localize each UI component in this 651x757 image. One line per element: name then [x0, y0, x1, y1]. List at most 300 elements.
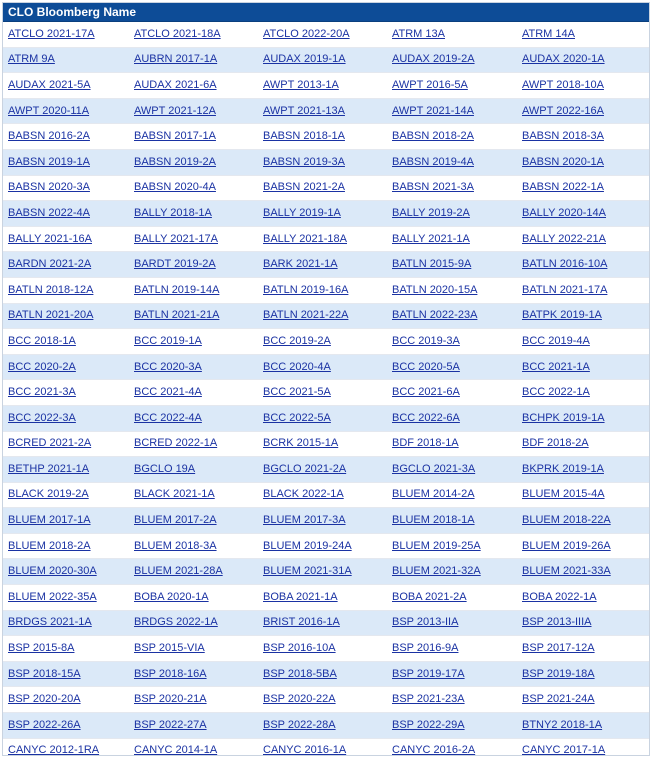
- table-cell: [129, 80, 258, 91]
- table-cell: [387, 745, 517, 756]
- table-cell: [387, 413, 517, 424]
- clo-name-link[interactable]: ATRM 13A: [392, 28, 445, 40]
- clo-name-link[interactable]: AWPT 2020-11A: [8, 105, 90, 117]
- table-row: [3, 252, 649, 278]
- table-cell: [258, 259, 387, 270]
- clo-name-link[interactable]: BLUEM 2021-28A: [134, 566, 223, 578]
- clo-name-link[interactable]: ATCLO 2021-18A: [134, 28, 221, 40]
- clo-name-link[interactable]: BLUEM 2015-4A: [522, 489, 605, 501]
- table-row: [3, 713, 649, 739]
- clo-name-link[interactable]: AWPT 2022-16A: [522, 105, 604, 117]
- clo-name-link[interactable]: BALLY 2018-1A: [134, 207, 212, 219]
- clo-name-link[interactable]: AUDAX 2020-1A: [522, 54, 605, 66]
- table-cell: [3, 259, 129, 270]
- clo-name-link[interactable]: AUDAX 2019-2A: [392, 54, 475, 66]
- clo-name-link[interactable]: ATRM 14A: [522, 28, 575, 40]
- clo-name-link[interactable]: BALLY 2019-1A: [263, 207, 341, 219]
- table-cell: [387, 131, 517, 142]
- table-cell: [387, 464, 517, 475]
- clo-name-link[interactable]: BALLY 2021-16A: [8, 233, 92, 245]
- clo-name-link[interactable]: BDF 2018-2A: [522, 438, 589, 450]
- table-cell: [258, 413, 387, 424]
- table-cell: [517, 566, 649, 577]
- clo-name-link[interactable]: AWPT 2013-1A: [263, 79, 339, 91]
- clo-name-link[interactable]: BLUEM 2020-30A: [8, 566, 97, 578]
- clo-name-link[interactable]: BCC 2020-5A: [392, 361, 460, 373]
- clo-name-link[interactable]: BCRED 2022-1A: [134, 438, 218, 450]
- table-row: [3, 457, 649, 483]
- table-cell: [3, 643, 129, 654]
- clo-name-link[interactable]: BSP 2013-IIIA: [522, 617, 592, 629]
- clo-name-link[interactable]: BSP 2022-28A: [263, 719, 336, 731]
- table-cell: [387, 80, 517, 91]
- table-cell: [517, 464, 649, 475]
- clo-name-link[interactable]: BATLN 2021-17A: [522, 284, 608, 296]
- table-cell: [517, 669, 649, 680]
- table-cell: [3, 669, 129, 680]
- table-cell: [517, 745, 649, 756]
- clo-name-link[interactable]: BLUEM 2017-2A: [134, 515, 217, 527]
- table-cell: [258, 720, 387, 731]
- table-cell: [387, 259, 517, 270]
- table-cell: [3, 106, 129, 117]
- clo-name-link[interactable]: BABSN 2017-1A: [134, 131, 216, 143]
- table-cell: [517, 720, 649, 731]
- table-cell: [387, 720, 517, 731]
- table-cell: [387, 29, 517, 40]
- clo-name-link[interactable]: AWPT 2018-10A: [522, 79, 604, 91]
- table-row: [3, 150, 649, 176]
- clo-name-link[interactable]: BABSN 2022-1A: [522, 182, 604, 194]
- clo-name-link[interactable]: BETHP 2021-1A: [8, 463, 90, 475]
- table-cell: [3, 234, 129, 245]
- table-cell: [387, 157, 517, 168]
- table-cell: [3, 387, 129, 398]
- table-cell: [258, 362, 387, 373]
- clo-name-link[interactable]: AWPT 2021-13A: [263, 105, 345, 117]
- clo-name-link[interactable]: BABSN 2019-4A: [392, 156, 474, 168]
- table-cell: [517, 29, 649, 40]
- clo-name-link[interactable]: BSP 2013-IIA: [392, 617, 459, 629]
- clo-name-link[interactable]: BSP 2019-17A: [392, 668, 465, 680]
- table-cell: [3, 566, 129, 577]
- table-cell: [258, 566, 387, 577]
- table-cell: [517, 489, 649, 500]
- table-row: [3, 124, 649, 150]
- table-cell: [517, 413, 649, 424]
- table-cell: [258, 592, 387, 603]
- clo-name-link[interactable]: BATLN 2019-14A: [134, 284, 220, 296]
- clo-name-link[interactable]: BSP 2022-27A: [134, 719, 207, 731]
- clo-name-link[interactable]: BCC 2020-3A: [134, 361, 202, 373]
- table-row: [3, 432, 649, 458]
- clo-name-link[interactable]: BLUEM 2018-3A: [134, 540, 217, 552]
- clo-name-link[interactable]: BABSN 2021-2A: [263, 182, 345, 194]
- clo-name-link[interactable]: BARDN 2021-2A: [8, 259, 92, 271]
- table-row: [3, 559, 649, 585]
- table-cell: [3, 694, 129, 705]
- clo-name-link[interactable]: BLUEM 2019-26A: [522, 540, 611, 552]
- clo-name-link[interactable]: BSP 2021-23A: [392, 694, 465, 706]
- clo-name-link[interactable]: BLACK 2019-2A: [8, 489, 89, 501]
- clo-name-link[interactable]: BSP 2018-16A: [134, 668, 207, 680]
- table-cell: [517, 438, 649, 449]
- table-cell: [517, 157, 649, 168]
- table-cell: [129, 362, 258, 373]
- table-cell: [129, 489, 258, 500]
- clo-name-link[interactable]: BCC 2018-1A: [8, 335, 76, 347]
- clo-name-link[interactable]: BCC 2021-6A: [392, 387, 460, 399]
- clo-name-link[interactable]: BSP 2016-9A: [392, 643, 459, 655]
- clo-name-link[interactable]: CANYC 2017-1A: [522, 745, 606, 756]
- clo-name-link[interactable]: BSP 2018-5BA: [263, 668, 337, 680]
- clo-name-link[interactable]: BATLN 2021-21A: [134, 310, 220, 322]
- clo-name-link[interactable]: BLUEM 2021-32A: [392, 566, 481, 578]
- clo-name-link[interactable]: BLUEM 2018-1A: [392, 515, 475, 527]
- clo-table: [2, 2, 650, 756]
- clo-name-link[interactable]: BABSN 2021-3A: [392, 182, 474, 194]
- clo-name-link[interactable]: BLUEM 2017-1A: [8, 515, 91, 527]
- table-cell: [3, 182, 129, 193]
- table-cell: [517, 182, 649, 193]
- table-cell: [387, 234, 517, 245]
- clo-name-link[interactable]: BCC 2021-4A: [134, 387, 202, 399]
- clo-name-link[interactable]: BSP 2015-8A: [8, 643, 75, 655]
- table-row: [3, 534, 649, 560]
- table-cell: [129, 285, 258, 296]
- clo-name-link[interactable]: BDF 2018-1A: [392, 438, 459, 450]
- clo-name-link[interactable]: BOBA 2020-1A: [134, 591, 209, 603]
- clo-name-link[interactable]: BCC 2019-1A: [134, 335, 202, 347]
- table-cell: [129, 131, 258, 142]
- table-cell: [387, 643, 517, 654]
- table-cell: [3, 592, 129, 603]
- clo-name-link[interactable]: BGCLO 2021-3A: [392, 463, 476, 475]
- clo-name-link[interactable]: AUDAX 2021-6A: [134, 79, 217, 91]
- clo-name-link[interactable]: BOBA 2022-1A: [522, 591, 597, 603]
- clo-name-link[interactable]: BABSN 2022-4A: [8, 207, 90, 219]
- table-row: [3, 329, 649, 355]
- table-cell: [387, 387, 517, 398]
- table-row: [3, 201, 649, 227]
- table-cell: [258, 131, 387, 142]
- table-cell: [258, 285, 387, 296]
- table-cell: [258, 336, 387, 347]
- table-row: [3, 585, 649, 611]
- table-cell: [3, 617, 129, 628]
- table-cell: [3, 541, 129, 552]
- table-cell: [129, 515, 258, 526]
- table-row: [3, 99, 649, 125]
- table-cell: [258, 234, 387, 245]
- table-cell: [258, 669, 387, 680]
- clo-name-link[interactable]: BLUEM 2019-24A: [263, 540, 352, 552]
- clo-name-link[interactable]: BATPK 2019-1A: [522, 310, 602, 322]
- clo-name-link[interactable]: BSP 2017-12A: [522, 643, 595, 655]
- table-cell: [129, 592, 258, 603]
- table-row: [3, 611, 649, 637]
- clo-name-link[interactable]: BALLY 2022-21A: [522, 233, 606, 245]
- clo-name-link[interactable]: BSP 2020-22A: [263, 694, 336, 706]
- clo-name-link[interactable]: BOBA 2021-1A: [263, 591, 338, 603]
- clo-name-link[interactable]: CANYC 2016-2A: [392, 745, 476, 756]
- table-cell: [3, 413, 129, 424]
- clo-name-link[interactable]: CANYC 2016-1A: [263, 745, 347, 756]
- clo-name-link[interactable]: AWPT 2021-12A: [134, 105, 216, 117]
- table-row: [3, 227, 649, 253]
- table-cell: [258, 541, 387, 552]
- clo-name-link[interactable]: BCC 2022-5A: [263, 412, 331, 424]
- table-cell: [387, 54, 517, 65]
- table-cell: [517, 310, 649, 321]
- table-cell: [129, 413, 258, 424]
- clo-name-link[interactable]: BCC 2020-2A: [8, 361, 76, 373]
- table-cell: [258, 515, 387, 526]
- table-cell: [258, 617, 387, 628]
- table-cell: [517, 694, 649, 705]
- clo-name-link[interactable]: BRDGS 2021-1A: [8, 617, 92, 629]
- table-cell: [517, 234, 649, 245]
- table-cell: [258, 438, 387, 449]
- table-cell: [517, 362, 649, 373]
- clo-name-link[interactable]: ATCLO 2022-20A: [263, 28, 350, 40]
- clo-name-link[interactable]: BLUEM 2018-22A: [522, 515, 611, 527]
- clo-name-link[interactable]: BATLN 2021-20A: [8, 310, 94, 322]
- table-header: CLO Bloomberg Name: [3, 3, 649, 22]
- table-cell: [258, 29, 387, 40]
- clo-name-link[interactable]: BCC 2021-3A: [8, 387, 76, 399]
- table-cell: [517, 259, 649, 270]
- table-cell: [129, 541, 258, 552]
- table-cell: [258, 182, 387, 193]
- table-cell: [387, 669, 517, 680]
- table-cell: [3, 54, 129, 65]
- clo-name-link[interactable]: BATLN 2015-9A: [392, 259, 472, 271]
- clo-name-link[interactable]: BLUEM 2021-33A: [522, 566, 611, 578]
- clo-name-link[interactable]: BCRED 2021-2A: [8, 438, 92, 450]
- table-cell: [258, 208, 387, 219]
- clo-name-link[interactable]: BLACK 2022-1A: [263, 489, 344, 501]
- clo-name-link[interactable]: BRDGS 2022-1A: [134, 617, 218, 629]
- clo-name-link[interactable]: BABSN 2018-1A: [263, 131, 345, 143]
- clo-name-link[interactable]: BLUEM 2019-25A: [392, 540, 481, 552]
- table-row: [3, 48, 649, 74]
- table-cell: [129, 182, 258, 193]
- table-cell: [129, 157, 258, 168]
- clo-name-link[interactable]: BRIST 2016-1A: [263, 617, 340, 629]
- clo-name-link[interactable]: BSP 2019-18A: [522, 668, 595, 680]
- table-cell: [3, 131, 129, 142]
- table-cell: [3, 515, 129, 526]
- table-row: [3, 483, 649, 509]
- table-cell: [129, 310, 258, 321]
- table-cell: [387, 566, 517, 577]
- clo-name-link[interactable]: BKPRK 2019-1A: [522, 463, 604, 475]
- table-cell: [129, 643, 258, 654]
- clo-name-link[interactable]: BCC 2019-4A: [522, 335, 590, 347]
- table-cell: [129, 617, 258, 628]
- clo-name-link[interactable]: BCC 2019-2A: [263, 335, 331, 347]
- clo-name-link[interactable]: BSP 2015-VIA: [134, 643, 205, 655]
- clo-name-link[interactable]: BABSN 2020-3A: [8, 182, 90, 194]
- clo-name-link[interactable]: BCC 2022-4A: [134, 412, 202, 424]
- clo-name-link[interactable]: BABSN 2016-2A: [8, 131, 90, 143]
- clo-name-link[interactable]: BSP 2018-15A: [8, 668, 81, 680]
- clo-name-link[interactable]: BOBA 2021-2A: [392, 591, 467, 603]
- table-cell: [3, 336, 129, 347]
- table-cell: [3, 157, 129, 168]
- clo-name-link[interactable]: BARDT 2019-2A: [134, 259, 216, 271]
- table-cell: [517, 541, 649, 552]
- table-cell: [517, 592, 649, 603]
- table-cell: [258, 694, 387, 705]
- clo-name-link[interactable]: BSP 2020-21A: [134, 694, 207, 706]
- table-cell: [3, 438, 129, 449]
- clo-name-link[interactable]: BATLN 2021-22A: [263, 310, 349, 322]
- clo-name-link[interactable]: BSP 2022-26A: [8, 719, 81, 731]
- table-cell: [3, 29, 129, 40]
- clo-name-link[interactable]: BTNY2 2018-1A: [522, 719, 603, 731]
- clo-name-link[interactable]: BARK 2021-1A: [263, 259, 338, 271]
- table-cell: [387, 592, 517, 603]
- clo-name-link[interactable]: AUBRN 2017-1A: [134, 54, 218, 66]
- table-row: [3, 508, 649, 534]
- table-cell: [3, 362, 129, 373]
- clo-name-link[interactable]: BABSN 2020-1A: [522, 156, 604, 168]
- table-row: [3, 687, 649, 713]
- table-cell: [129, 54, 258, 65]
- clo-name-link[interactable]: AWPT 2021-14A: [392, 105, 474, 117]
- clo-name-link[interactable]: BCC 2021-1A: [522, 361, 590, 373]
- table-cell: [387, 208, 517, 219]
- clo-name-link[interactable]: BATLN 2019-16A: [263, 284, 349, 296]
- clo-name-link[interactable]: BABSN 2018-2A: [392, 131, 474, 143]
- clo-name-link[interactable]: AUDAX 2021-5A: [8, 79, 91, 91]
- table-cell: [3, 745, 129, 756]
- table-cell: [258, 310, 387, 321]
- clo-name-link[interactable]: BGCLO 2021-2A: [263, 463, 347, 475]
- table-cell: [258, 106, 387, 117]
- clo-name-link[interactable]: BABSN 2019-1A: [8, 156, 90, 168]
- table-cell: [517, 617, 649, 628]
- table-cell: [517, 106, 649, 117]
- clo-name-link[interactable]: BATLN 2018-12A: [8, 284, 94, 296]
- table-row: [3, 22, 649, 48]
- table-row: [3, 636, 649, 662]
- clo-name-link[interactable]: BATLN 2016-10A: [522, 259, 608, 271]
- table-cell: [129, 259, 258, 270]
- table-cell: [258, 464, 387, 475]
- clo-name-link[interactable]: BALLY 2019-2A: [392, 207, 470, 219]
- table-cell: [3, 489, 129, 500]
- clo-name-link[interactable]: BALLY 2020-14A: [522, 207, 606, 219]
- table-cell: [517, 208, 649, 219]
- clo-name-link[interactable]: AUDAX 2019-1A: [263, 54, 346, 66]
- table-cell: [387, 515, 517, 526]
- table-cell: [258, 489, 387, 500]
- table-cell: [258, 387, 387, 398]
- clo-name-link[interactable]: BABSN 2019-3A: [263, 156, 345, 168]
- clo-name-link[interactable]: CANYC 2014-1A: [134, 745, 218, 756]
- table-row: [3, 278, 649, 304]
- clo-name-link[interactable]: BGCLO 19A: [134, 463, 196, 475]
- table-cell: [387, 310, 517, 321]
- table-cell: [258, 157, 387, 168]
- clo-name-link[interactable]: BCHPK 2019-1A: [522, 412, 605, 424]
- clo-name-link[interactable]: AWPT 2016-5A: [392, 79, 468, 91]
- table-cell: [387, 285, 517, 296]
- clo-name-link[interactable]: BCRK 2015-1A: [263, 438, 339, 450]
- table-cell: [3, 208, 129, 219]
- clo-name-link[interactable]: BABSN 2018-3A: [522, 131, 604, 143]
- clo-name-link[interactable]: BLACK 2021-1A: [134, 489, 215, 501]
- clo-name-link[interactable]: BCC 2021-5A: [263, 387, 331, 399]
- table-cell: [387, 541, 517, 552]
- table-cell: [129, 720, 258, 731]
- clo-name-link[interactable]: CANYC 2012-1RA: [8, 745, 100, 756]
- clo-name-link[interactable]: BSP 2021-24A: [522, 694, 595, 706]
- table-row: [3, 355, 649, 381]
- table-row: [3, 406, 649, 432]
- clo-name-link[interactable]: BLUEM 2022-35A: [8, 591, 97, 603]
- clo-name-link[interactable]: BSP 2022-29A: [392, 719, 465, 731]
- table-cell: [129, 208, 258, 219]
- clo-name-link[interactable]: ATCLO 2021-17A: [8, 28, 95, 40]
- clo-name-link[interactable]: ATRM 9A: [8, 54, 55, 66]
- clo-name-link[interactable]: BABSN 2019-2A: [134, 156, 216, 168]
- table-cell: [3, 464, 129, 475]
- table-cell: [129, 387, 258, 398]
- table-cell: [387, 617, 517, 628]
- table-row: [3, 73, 649, 99]
- table-cell: [258, 54, 387, 65]
- table-cell: [129, 234, 258, 245]
- clo-name-link[interactable]: BLUEM 2018-2A: [8, 540, 91, 552]
- table-cell: [517, 80, 649, 91]
- table-cell: [129, 745, 258, 756]
- clo-name-link[interactable]: BSP 2020-20A: [8, 694, 81, 706]
- table-cell: [517, 515, 649, 526]
- clo-name-link[interactable]: BLUEM 2014-2A: [392, 489, 475, 501]
- clo-name-link[interactable]: BATLN 2020-15A: [392, 284, 478, 296]
- table-cell: [258, 643, 387, 654]
- table-row: [3, 176, 649, 202]
- clo-name-link[interactable]: BCC 2022-3A: [8, 412, 76, 424]
- table-cell: [129, 106, 258, 117]
- clo-name-link[interactable]: BABSN 2020-4A: [134, 182, 216, 194]
- table-cell: [517, 643, 649, 654]
- clo-name-link[interactable]: BCC 2020-4A: [263, 361, 331, 373]
- table-cell: [387, 106, 517, 117]
- table-body: [3, 22, 649, 756]
- table-cell: [517, 387, 649, 398]
- clo-name-link[interactable]: BALLY 2021-17A: [134, 233, 218, 245]
- clo-name-link[interactable]: BSP 2016-10A: [263, 643, 336, 655]
- clo-name-link[interactable]: BCC 2022-1A: [522, 387, 590, 399]
- table-cell: [517, 285, 649, 296]
- clo-name-link[interactable]: BLUEM 2017-3A: [263, 515, 346, 527]
- clo-name-link[interactable]: BCC 2019-3A: [392, 335, 460, 347]
- clo-name-link[interactable]: BATLN 2022-23A: [392, 310, 478, 322]
- clo-name-link[interactable]: BALLY 2021-18A: [263, 233, 347, 245]
- table-cell: [387, 336, 517, 347]
- clo-name-link[interactable]: BALLY 2021-1A: [392, 233, 470, 245]
- table-cell: [129, 694, 258, 705]
- table-cell: [387, 489, 517, 500]
- clo-name-link[interactable]: BLUEM 2021-31A: [263, 566, 352, 578]
- clo-name-link[interactable]: BCC 2022-6A: [392, 412, 460, 424]
- table-cell: [258, 80, 387, 91]
